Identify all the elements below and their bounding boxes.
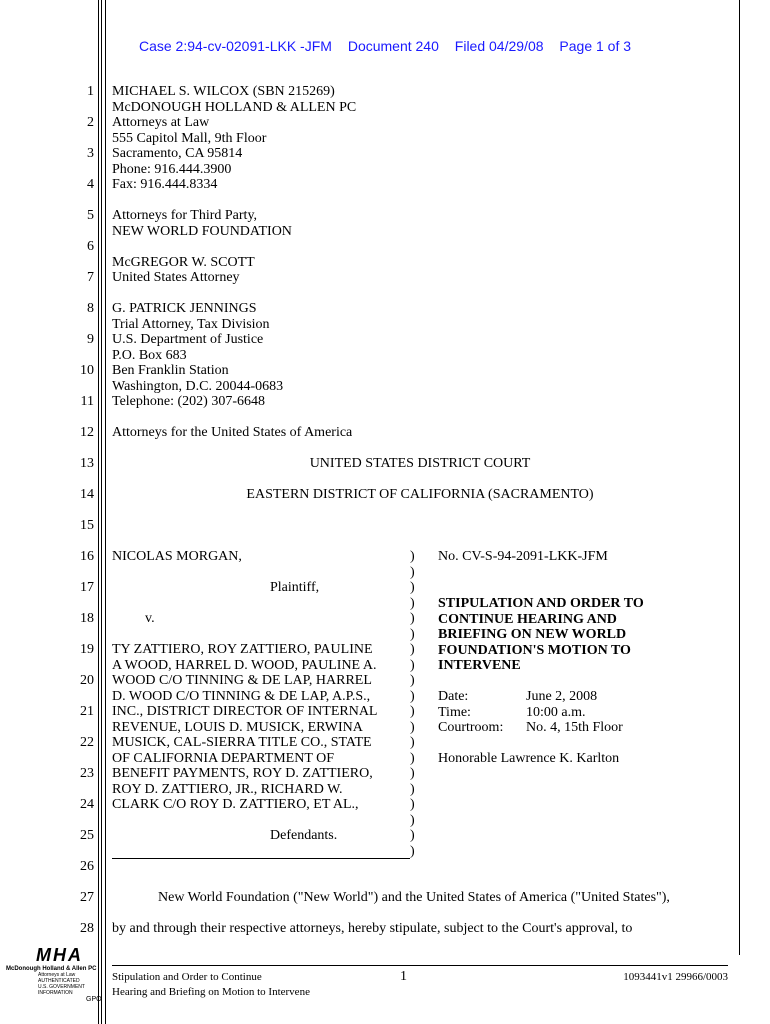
defendant-line: MUSICK, CAL-SIERRA TITLE CO., STATE: [112, 735, 372, 750]
line-number: 13: [80, 456, 94, 471]
footer-title-line-2: Hearing and Briefing on Motion to Intervene: [112, 986, 310, 998]
defendant-line: INC., DISTRICT DIRECTOR OF INTERNAL: [112, 704, 378, 719]
ecf-header: [0, 38, 770, 54]
line-number: 6: [87, 239, 94, 254]
plaintiff-name: NICOLAS MORGAN,: [112, 549, 242, 564]
defendant-line: TY ZATTIERO, ROY ZATTIERO, PAULINE: [112, 642, 373, 657]
line-number: 25: [80, 828, 94, 843]
paren: ): [410, 766, 415, 781]
counsel-line: McDONOUGH HOLLAND & ALLEN PC: [112, 99, 357, 115]
header-case-number: Case 2:94-cv-02091-LKK -JFM: [138, 38, 332, 54]
line-number: 19: [80, 642, 94, 657]
document-title-line: BRIEFING ON NEW WORLD: [438, 627, 627, 642]
paren: ): [410, 719, 415, 735]
logo-subtitle: Attorneys at Law: [38, 972, 76, 978]
document-title-line: INTERVENE: [438, 658, 521, 673]
counsel-line: Fax: 916.444.8334: [112, 177, 218, 192]
line-number: 17: [80, 580, 94, 595]
trial-attorney-line: Telephone: (202) 307-6648: [112, 394, 265, 409]
defendant-line: WOOD C/O TINNING & DE LAP, HARREL: [112, 673, 372, 688]
line-number: 5: [87, 208, 94, 223]
hearing-time-value: 10:00 a.m.: [526, 704, 586, 720]
line-number: 1: [87, 84, 94, 99]
right-margin-rule: [739, 0, 740, 955]
line-number: 16: [80, 549, 94, 564]
line-number: 18: [80, 611, 94, 626]
defendant-line: OF CALIFORNIA DEPARTMENT OF: [112, 750, 335, 766]
logo-mark: MHA: [36, 945, 83, 965]
line-number: 9: [87, 332, 94, 347]
defendant-line: BENEFIT PAYMENTS, ROY D. ZATTIERO,: [112, 766, 373, 781]
line-number: 21: [80, 704, 94, 719]
line-number: 12: [80, 425, 94, 440]
gpo-seal-line: AUTHENTICATED: [38, 978, 80, 984]
document-title-line: STIPULATION AND ORDER TO: [438, 596, 644, 611]
header-filed-date: Filed 04/29/08: [454, 38, 544, 54]
attorneys-for-united-states: Attorneys for the United States of America: [112, 425, 353, 440]
line-number: 28: [80, 921, 94, 936]
gpo-seal-line: U.S. GOVERNMENT: [38, 984, 85, 990]
paren: ): [410, 735, 415, 750]
caption-underline: [112, 858, 410, 859]
defendant-line: REVENUE, LOUIS D. MUSICK, ERWINA: [112, 719, 363, 735]
paren: ): [410, 781, 415, 797]
defendant-line: CLARK C/O ROY D. ZATTIERO, ET AL.,: [112, 797, 359, 812]
us-attorney-title: United States Attorney: [112, 270, 240, 285]
line-number: 3: [87, 146, 94, 161]
left-margin-rule-2: [101, 0, 102, 1024]
plaintiff-label: Plaintiff,: [270, 580, 320, 595]
left-margin-rule-3: [105, 0, 106, 1024]
paren: ): [410, 611, 415, 626]
header-document: Document 240: [347, 38, 439, 54]
firm-logo: [6, 945, 110, 1003]
trial-attorney-line: Ben Franklin Station: [112, 363, 229, 378]
gpo-seal-line: INFORMATION: [38, 990, 73, 996]
defendants-label: Defendants.: [270, 828, 338, 843]
footer-page-number: 1: [400, 969, 407, 984]
defendant-line: D. WOOD C/O TINNING & DE LAP, A.P.S.,: [112, 688, 371, 704]
defendant-line: A WOOD, HARREL D. WOOD, PAULINE A.: [112, 657, 377, 673]
paren: ): [410, 657, 415, 673]
us-attorney-name: McGREGOR W. SCOTT: [112, 254, 255, 270]
hearing-date-label: Date:: [438, 689, 469, 704]
document-title-line: FOUNDATION'S MOTION TO: [438, 642, 631, 658]
hearing-time-label: Time:: [438, 704, 471, 720]
counsel-line: Sacramento, CA 95814: [112, 146, 243, 161]
line-number: 15: [80, 518, 94, 533]
logo-firm-name: McDonough Holland & Allen PC: [6, 966, 97, 972]
line-number: 10: [80, 363, 94, 378]
paren: ): [410, 797, 415, 812]
trial-attorney-line: Trial Attorney, Tax Division: [112, 316, 270, 332]
footer-doc-id: 1093441v1 29966/0003: [623, 971, 728, 983]
line-number: 2: [87, 115, 94, 130]
body-paragraph-line-27: New World Foundation ("New World") and the United States of America ("United States"),: [158, 890, 670, 905]
versus: v.: [145, 611, 155, 626]
paren: ): [410, 642, 415, 657]
body-paragraph-line-28: by and through their respective attorneys, hereby stipulate, subject to the Court's approval, to: [112, 921, 633, 936]
courtroom-value: No. 4, 15th Floor: [526, 720, 623, 735]
courtroom-label: Courtroom:: [438, 720, 504, 735]
district-name: EASTERN DISTRICT OF CALIFORNIA (SACRAMENTO): [246, 487, 594, 502]
trial-attorney-line: G. PATRICK JENNINGS: [112, 301, 257, 316]
paren: ): [410, 595, 415, 611]
court-name: UNITED STATES DISTRICT COURT: [309, 456, 531, 471]
line-number: 27: [80, 890, 94, 905]
case-number: No. CV-S-94-2091-LKK-JFM: [438, 549, 608, 564]
counsel-line: Attorneys at Law: [112, 115, 210, 130]
left-margin-rule-1: [98, 0, 99, 1024]
judge-name: Honorable Lawrence K. Karlton: [438, 751, 620, 766]
defendant-line: ROY D. ZATTIERO, JR., RICHARD W.: [112, 781, 343, 797]
line-number: 8: [87, 301, 94, 316]
line-number: 7: [87, 270, 94, 285]
counsel-line: Phone: 916.444.3900: [112, 161, 232, 177]
paren: ): [410, 688, 415, 704]
footer-title-line-1: Stipulation and Order to Continue: [112, 971, 262, 983]
paren: ): [410, 549, 415, 564]
line-number: 26: [80, 859, 94, 874]
attorneys-for-third-party: Attorneys for Third Party,: [112, 208, 258, 223]
counsel-line: 555 Capitol Mall, 9th Floor: [112, 130, 267, 146]
paren: ): [410, 673, 415, 688]
footer-rule: [112, 965, 728, 966]
paren: ): [410, 564, 415, 580]
counsel-line: MICHAEL S. WILCOX (SBN 215269): [112, 84, 335, 99]
paren: ): [410, 704, 415, 719]
line-number: 20: [80, 673, 94, 688]
gpo-seal-icon: GPO: [86, 996, 102, 1003]
third-party-name: NEW WORLD FOUNDATION: [112, 223, 292, 239]
trial-attorney-line: P.O. Box 683: [112, 347, 187, 363]
header-page: Page 1 of 3: [559, 38, 632, 54]
paren: ): [410, 828, 415, 843]
line-number: 11: [80, 394, 94, 409]
line-number: 14: [80, 487, 94, 502]
trial-attorney-line: U.S. Department of Justice: [112, 332, 264, 347]
paren: ): [410, 626, 415, 642]
line-number: 24: [80, 797, 94, 812]
line-number: 23: [80, 766, 94, 781]
line-number: 22: [80, 735, 94, 750]
paren: ): [410, 812, 415, 828]
trial-attorney-line: Washington, D.C. 20044-0683: [112, 378, 284, 394]
paren: ): [410, 750, 415, 766]
document-title-line: CONTINUE HEARING AND: [438, 611, 617, 627]
paren: ): [410, 843, 415, 859]
hearing-date-value: June 2, 2008: [526, 689, 598, 704]
paren: ): [410, 580, 415, 595]
line-number: 4: [87, 177, 94, 192]
